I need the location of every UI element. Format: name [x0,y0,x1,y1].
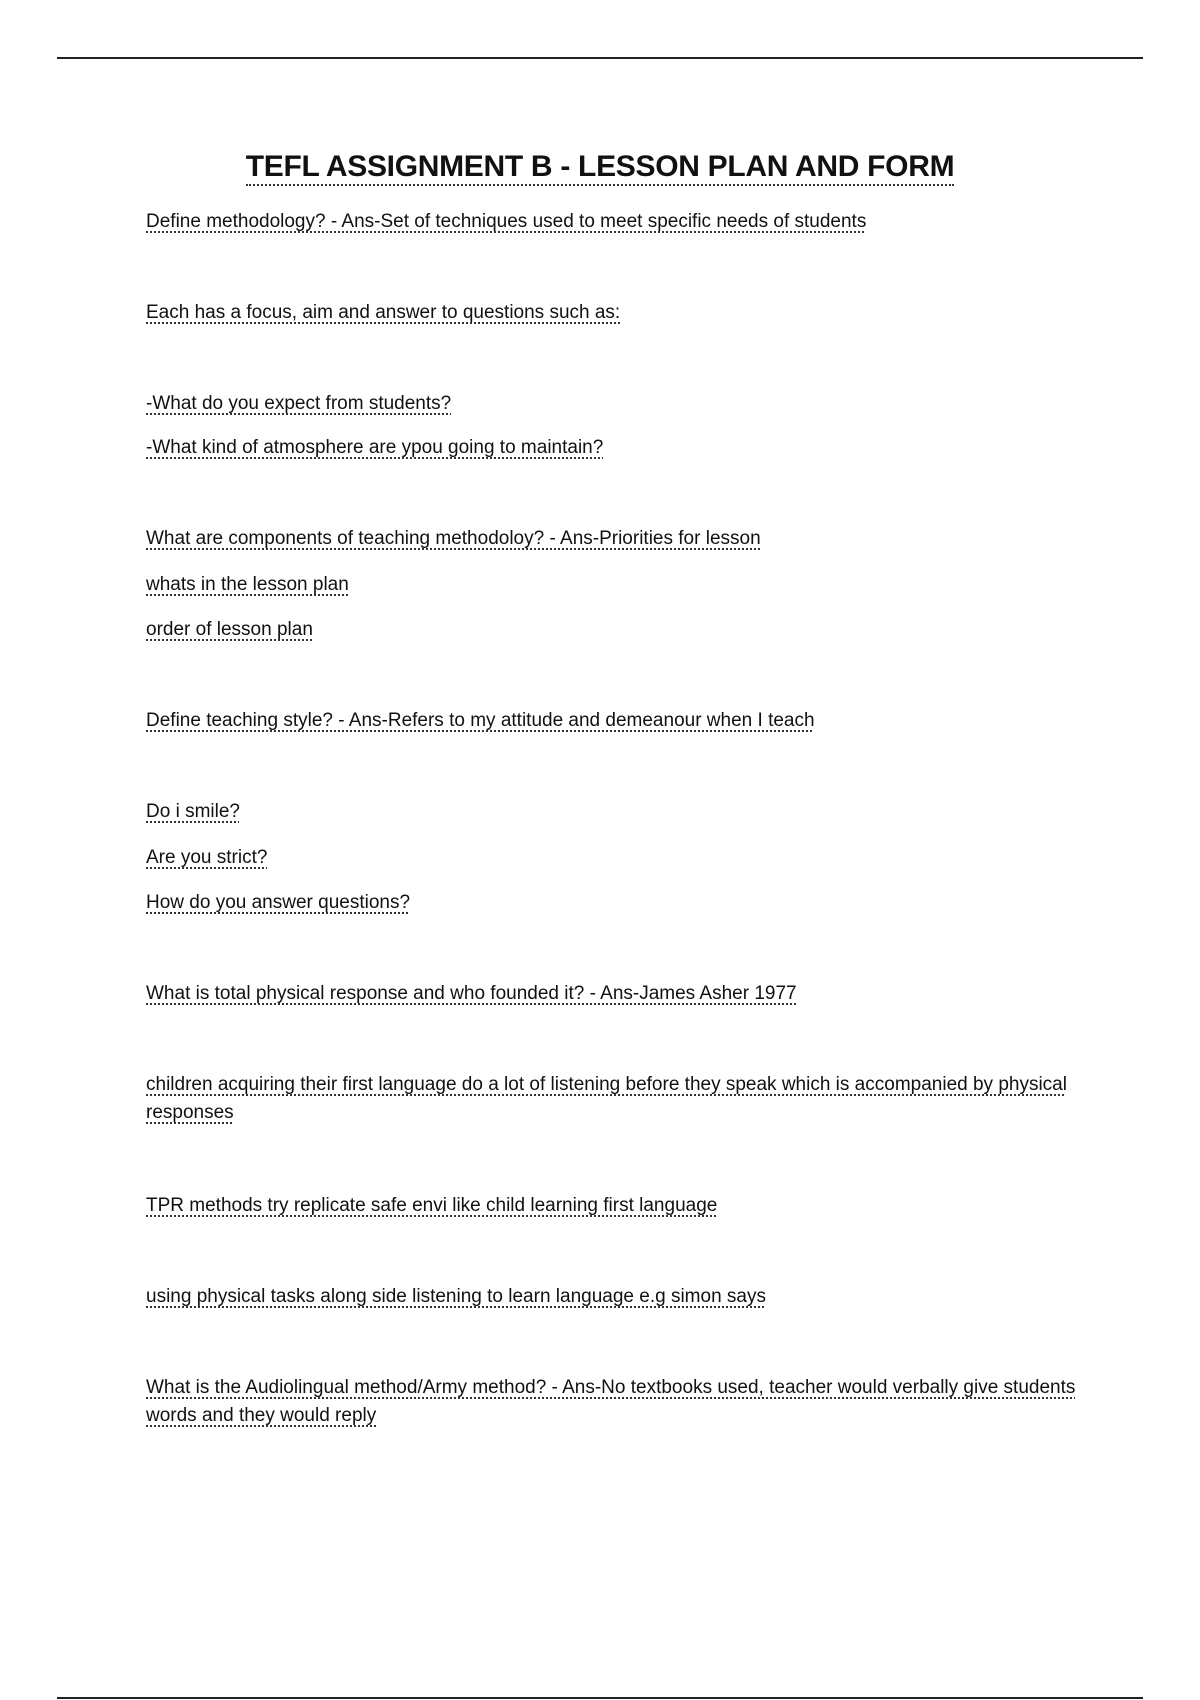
bottom-rule [57,1697,1143,1699]
text-line: order of lesson plan [146,619,313,640]
text-line: What is the Audiolingual method/Army method? - Ans-No textbooks used, teacher would verbally give students words and they would reply [146,1377,1076,1426]
text-line: -What kind of atmosphere are ypou going to maintain? [146,437,604,458]
text-line: Define teaching style? - Ans-Refers to my attitude and demeanour when I teach [146,710,815,731]
text-line: Do i smile? [146,801,240,822]
text-line: -What do you expect from students? [146,393,452,414]
text-line: children acquiring their first language do a lot of listening before they speak which is accompanied by physical responses [146,1074,1067,1123]
top-rule [57,57,1143,59]
document-title: TEFL ASSIGNMENT B - LESSON PLAN AND FORM [0,150,1200,184]
text-line: How do you answer questions? [146,892,411,913]
text-line: Are you strict? [146,847,268,868]
text-line: TPR methods try replicate safe envi like child learning first language [146,1195,718,1216]
text-line: Each has a focus, aim and answer to questions such as: [146,302,621,323]
text-line: What are components of teaching methodoloy? - Ans-Priorities for lesson [146,528,761,549]
text-line-definition-methodology: Define methodology? - Ans-Set of techniques used to meet specific needs of students [146,211,867,232]
text-line: using physical tasks along side listening to learn language e.g simon says [146,1286,766,1307]
text-line: whats in the lesson plan [146,574,349,595]
text-line: What is total physical response and who founded it? - Ans-James Asher 1977 [146,983,797,1004]
